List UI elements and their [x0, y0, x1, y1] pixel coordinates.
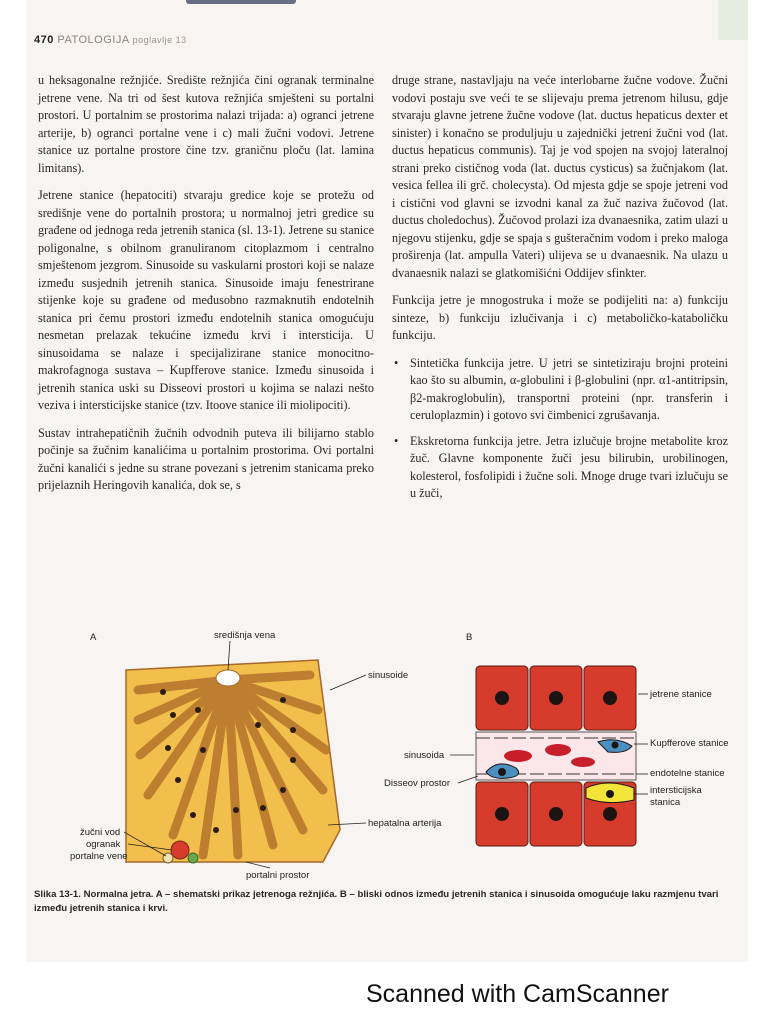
left-paragraph-3: Sustav intrahepatičnih žučnih odvodnih puteva ili bilijarno stablo počinje sa žučnim kanalićima u portalnim prostorima. Ovi portalni žučni kanalići s jedne su strane povezani s jetrenim stanicama preko prijelaznih Heringovih kanalića, dok se, s: [38, 425, 374, 492]
page-header: [34, 34, 187, 46]
figure-caption: Slika 13-1. Normalna jetra. A – shematski prikaz jetrenoga režnjića. B – bliski odnos između jetrenih stanica i sinusoida omogućuje laku razmjenu tvari između jetrenih stanica i krvi.: [34, 889, 719, 914]
left-paragraph-1: u heksagonalne režnjiće. Središte režnjića čini ogranak terminalne jetrene vene. Na tri od šest kutova režnjića smješteni su portalni prostori. U portalnim se prostorima nalazi trijada: a) ogranci jetrene arterije, b) ogranci portalne vene i c) mali žučni vodovi. Jetrene stanice uz portalne prostore čine tzv. graničnu ploču (lat. lamina limitans).: [38, 73, 374, 175]
scan-edge-mark: [186, 0, 296, 4]
right-paragraph-1: druge strane, nastavljaju na veće interlobarne žučne vodove. Žučni vodovi postaju sve veći te se slijevaju prema jetrenom hilusu, gdje stvaraju glavne jetrene žučne vodove (lat. ductus hepaticus dexter et sinister) i konačno se produljuju u zajednički jetreni žučni vod (lat. ductus hepaticus communis). Taj je vod spojen na svojoj lateralnoj strani preko cističnog voda (lat. ductus cysticus) sa žučnjakom (lat. vesica fellea ili grč. cholecysta). Od mjesta gdje se spoje jetreni vod i cistični vod glavni se izvodni kanal za žuč naziva žučovod (lat. ductus choledochus). Žučovod prolazi iza dvanaesnika, zatim ulazi u njegovu stijenku, gdje se spaja s gušteračnim vodom i preko maloga proširenja (lat. ampulla Vateri) ulijeva se u dvanaesnik. Na ulazu u dvanaesnik nalazi se glatkomišićni Oddijev sfinkter.: [392, 73, 728, 280]
label-sinusoids: sinusoide: [368, 670, 409, 681]
left-column: [38, 72, 374, 505]
label-kupffer: Kupfferove stanice: [650, 738, 729, 749]
label-interstitial-2: stanica: [650, 797, 681, 808]
figure-13-1: [70, 630, 729, 881]
label-endothelial: endotelne stanice: [650, 768, 725, 779]
book-page: [26, 0, 748, 962]
label-disse: Disseov prostor: [384, 778, 450, 789]
right-paragraph-2: Funkcija jetre je mnogostruka i može se podijeliti na: a) funkciju sinteze, b) funkciju izlučivanja i c) metaboličko-kataboličku funkciju.: [392, 293, 728, 342]
lobule-diagram: [126, 660, 340, 863]
hepatocyte-row-top: [476, 666, 636, 730]
page-number: 470: [34, 34, 54, 46]
camscanner-watermark: Scanned with CamScanner: [366, 980, 669, 1008]
label-hepatocytes: jetrene stanice: [650, 689, 712, 700]
label-hepatic-artery: hepatalna arterija: [368, 818, 442, 829]
panel-a-letter: A: [90, 632, 97, 643]
label-portal-branch-2: portalne vene: [70, 851, 128, 862]
label-interstitial-1: intersticijska: [650, 785, 702, 796]
list-item: • Ekskretorna funkcija jetre. Jetra izlučuje brojne metabolite kroz žuč. Glavne komponente žuči jesu bilirubin, urobilinogen, kolesterol, fosfolipidi i žučne soli. Mnoge druge tvari izlučuju se u žuči,: [410, 433, 728, 503]
chapter-label: poglavlje 13: [132, 35, 187, 45]
page-corner: [718, 0, 748, 40]
label-central-vein: središnja vena: [214, 630, 276, 641]
function-list: [392, 355, 728, 503]
sinusoid-diagram: [476, 666, 636, 846]
right-column: [392, 72, 728, 511]
panel-b-letter: B: [466, 632, 473, 643]
left-paragraph-2: Jetrene stanice (hepatociti) stvaraju gredice koje se protežu od središnje vene do portalnih prostora; u normalnoj jetri gredice su građene od jednoga reda jetrenih stanica (sl. 13-1). Jetrene su stanice poligonalne, s obilnom granuliranom citoplazmom i centralno smještenom jezgrom. Sinusoide su vaskularni prostori koji se nalaze između susjednih jetrenih stanica. Sinusoide imaju fenestrirane stijenke koje su građene od međusobno razmaknutih endotelnih stanica pri čemu prostori između endotelnih stanica omogućuju nesmetan prelazak tekućine između krvi i intersticija. U sinusoidama se nalaze i specijalizirane stanice monocitno-makrofagnoga sustava – Kupfferove stanice. Između sinusoida i jetrenih stanica uski su Disseovi prostori u kojima se nalazi nešto veziva i intersticijske stanice (tzv. Itoove stanice ili miolipociti).: [38, 188, 374, 412]
liver-figure-svg: [70, 630, 729, 881]
list-item: • Sintetička funkcija jetre. U jetri se sintetiziraju brojni proteini kao što su albumin, α-globulini i β-globulini (npr. α1-antitripsin, β2-makroglobulin), transportni proteini (npr. transferin i ceruloplazmin) i gotovo svi čimbenici zgrušavanja.: [410, 355, 728, 425]
label-bile-duct: žučni vod: [80, 827, 121, 838]
running-title: PATOLOGIJA: [57, 34, 130, 46]
label-portal-space: portalni prostor: [246, 870, 310, 881]
label-portal-branch-1: ogranak: [86, 839, 121, 850]
label-sinusoid: sinusoida: [404, 750, 445, 761]
